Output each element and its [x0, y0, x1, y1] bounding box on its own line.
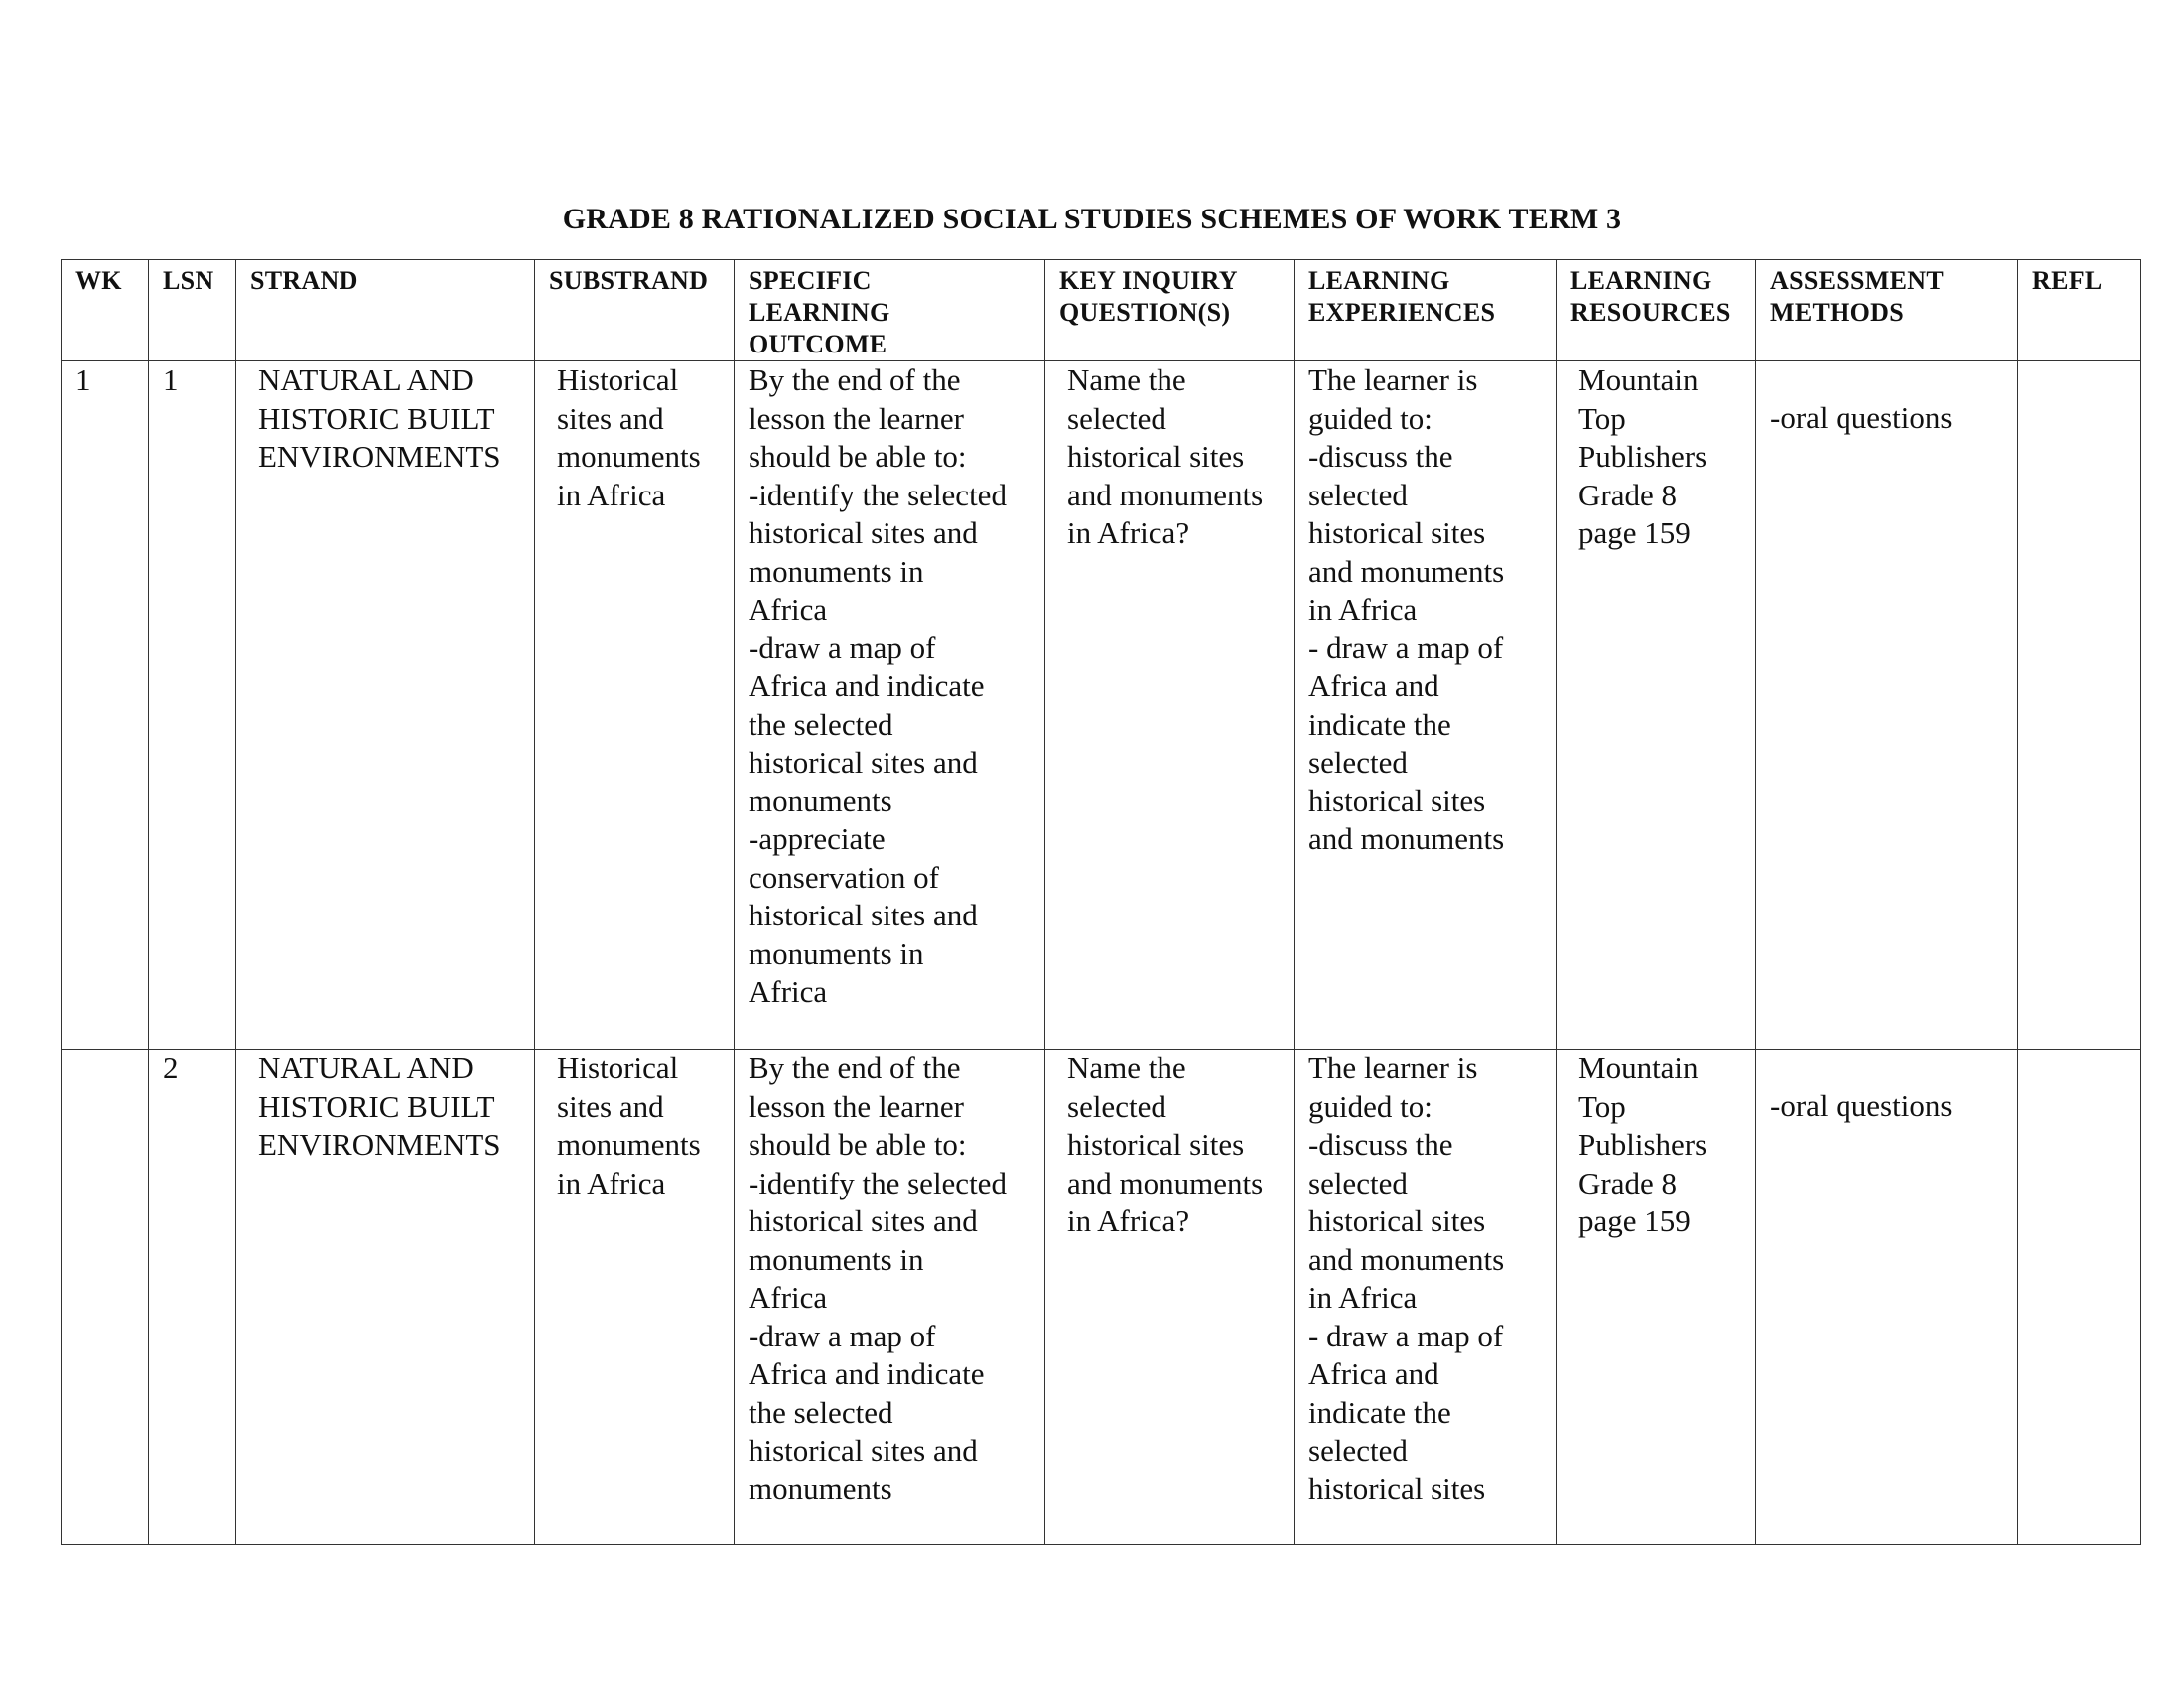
header-key-inquiry-questions: KEY INQUIRY QUESTION(S): [1045, 260, 1295, 361]
header-specific-learning-outcome: SPECIFIC LEARNING OUTCOME: [735, 260, 1045, 361]
cell-substrand: Historical sites and monuments in Africa: [535, 1050, 735, 1545]
table-header-row: [62, 260, 2141, 361]
cell-wk: [62, 1050, 149, 1545]
cell-specific-learning-outcome: By the end of the lesson the learner should be able to: -identify the selected historical sites and monuments in Africa -draw a map of Africa and indicate the selected historical sites and monuments -appreciate conservation of historical sites and monuments in Africa: [735, 361, 1045, 1050]
header-reflection: REFL: [2018, 260, 2141, 361]
cell-assessment-methods: -oral questions: [1756, 361, 2018, 1050]
cell-learning-resources: Mountain Top Publishers Grade 8 page 159: [1557, 1050, 1756, 1545]
cell-reflection: [2018, 361, 2141, 1050]
cell-key-inquiry-question: Name the selected historical sites and monuments in Africa?: [1045, 1050, 1295, 1545]
cell-assessment-methods: -oral questions: [1756, 1050, 2018, 1545]
header-strand: STRAND: [236, 260, 535, 361]
scheme-of-work-table: [61, 259, 2141, 1545]
cell-substrand: Historical sites and monuments in Africa: [535, 361, 735, 1050]
cell-learning-experiences: The learner is guided to: -discuss the selected historical sites and monuments in Africa - draw a map of Africa and indicate the selected historical sites: [1295, 1050, 1557, 1545]
header-learning-experiences: LEARNING EXPERIENCES: [1295, 260, 1557, 361]
cell-strand: NATURAL AND HISTORIC BUILT ENVIRONMENTS: [236, 361, 535, 1050]
header-lsn: LSN: [149, 260, 236, 361]
table-row: [62, 1050, 2141, 1545]
table-row: [62, 361, 2141, 1050]
header-substrand: SUBSTRAND: [535, 260, 735, 361]
cell-learning-resources: Mountain Top Publishers Grade 8 page 159: [1557, 361, 1756, 1050]
header-wk: WK: [62, 260, 149, 361]
header-assessment-methods: ASSESSMENT METHODS: [1756, 260, 2018, 361]
cell-key-inquiry-question: Name the selected historical sites and monuments in Africa?: [1045, 361, 1295, 1050]
page-title: GRADE 8 RATIONALIZED SOCIAL STUDIES SCHEMES OF WORK TERM 3: [562, 203, 1622, 235]
header-learning-resources: LEARNING RESOURCES: [1557, 260, 1756, 361]
cell-wk: 1: [62, 361, 149, 1050]
cell-reflection: [2018, 1050, 2141, 1545]
cell-lsn: 2: [149, 1050, 236, 1545]
cell-lsn: 1: [149, 361, 236, 1050]
cell-specific-learning-outcome: By the end of the lesson the learner should be able to: -identify the selected historical sites and monuments in Africa -draw a map of Africa and indicate the selected historical sites and monuments: [735, 1050, 1045, 1545]
cell-strand: NATURAL AND HISTORIC BUILT ENVIRONMENTS: [236, 1050, 535, 1545]
cell-learning-experiences: The learner is guided to: -discuss the selected historical sites and monuments in Africa - draw a map of Africa and indicate the selected historical sites and monuments: [1295, 361, 1557, 1050]
